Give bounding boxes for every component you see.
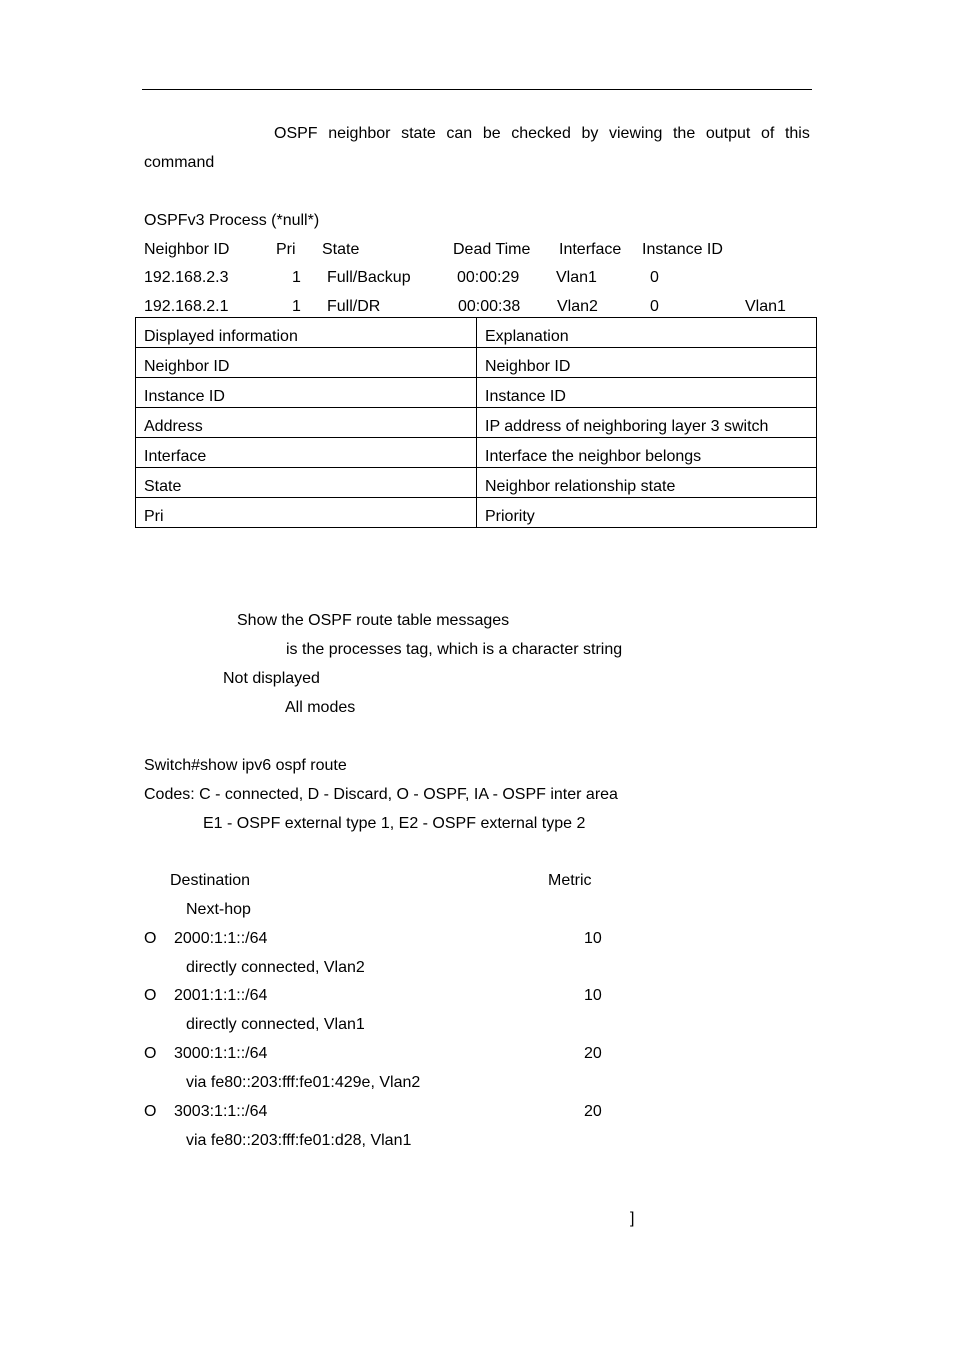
command-parameter: is the processes tag, which is a character string bbox=[286, 641, 623, 658]
command-mode: All modes bbox=[285, 699, 356, 716]
route-3-nexthop: via fe80::203:fff:fe01:429e, Vlan2 bbox=[186, 1074, 421, 1091]
process-line: OSPFv3 Process (*null*) bbox=[144, 212, 320, 229]
route-4-nexthop: via fe80::203:fff:fe01:d28, Vlan1 bbox=[186, 1132, 412, 1149]
route-3-code: O bbox=[144, 1045, 157, 1062]
info-table-header-cell: Explanation bbox=[477, 318, 817, 348]
info-table-cell: Interface the neighbor belongs bbox=[477, 438, 817, 468]
neighbor-header-instance-id: Instance ID bbox=[642, 241, 723, 258]
route-2-prefix: 2001:1:1::/64 bbox=[174, 987, 268, 1004]
neighbor-row-1-dead-time: 00:00:29 bbox=[457, 269, 520, 286]
route-header-nexthop: Next-hop bbox=[186, 901, 251, 918]
neighbor-header-pri: Pri bbox=[276, 241, 296, 258]
neighbor-row-1-state: Full/Backup bbox=[327, 269, 411, 286]
info-table-cell: Priority bbox=[477, 498, 817, 528]
codes-line-1: Codes: C - connected, D - Discard, O - OSPF, IA - OSPF inter area bbox=[144, 786, 618, 803]
intro-line-1 bbox=[274, 124, 810, 144]
command-default: Not displayed bbox=[223, 670, 320, 687]
neighbor-header-interface: Interface bbox=[559, 241, 622, 258]
route-2-nexthop: directly connected, Vlan1 bbox=[186, 1016, 365, 1033]
command-function: Show the OSPF route table messages bbox=[237, 612, 510, 629]
info-table-row bbox=[136, 468, 817, 498]
neighbor-row-1-pri: 1 bbox=[292, 269, 301, 286]
info-table-cell: Instance ID bbox=[136, 378, 477, 408]
info-table-cell: Pri bbox=[136, 498, 477, 528]
route-3-metric: 20 bbox=[584, 1045, 602, 1062]
intro-word: can bbox=[446, 125, 473, 142]
neighbor-row-2-id: 192.168.2.1 bbox=[144, 298, 229, 315]
intro-word: checked bbox=[511, 125, 571, 142]
neighbor-row-1-interface: Vlan1 bbox=[556, 269, 597, 286]
trailing-bracket: ] bbox=[630, 1210, 635, 1227]
neighbor-row-1-id: 192.168.2.3 bbox=[144, 269, 229, 286]
info-table-row bbox=[136, 378, 817, 408]
intro-word: output bbox=[705, 125, 751, 142]
neighbor-row-2-interface: Vlan2 bbox=[557, 298, 598, 315]
neighbor-row-2-pri: 1 bbox=[292, 298, 301, 315]
route-1-prefix: 2000:1:1::/64 bbox=[174, 930, 268, 947]
neighbor-header-neighbor-id: Neighbor ID bbox=[144, 241, 230, 258]
info-table-row bbox=[136, 438, 817, 468]
info-table-row bbox=[136, 348, 817, 378]
info-table-cell: Neighbor relationship state bbox=[477, 468, 817, 498]
route-4-prefix: 3003:1:1::/64 bbox=[174, 1103, 268, 1120]
info-table-cell: State bbox=[136, 468, 477, 498]
route-4-metric: 20 bbox=[584, 1103, 602, 1120]
route-header-metric: Metric bbox=[548, 872, 592, 889]
info-table-cell: Address bbox=[136, 408, 477, 438]
info-table-cell: Instance ID bbox=[477, 378, 817, 408]
info-table-cell: Neighbor ID bbox=[477, 348, 817, 378]
intro-word: state bbox=[401, 125, 436, 142]
route-header-destination: Destination bbox=[170, 872, 251, 889]
intro-word: the bbox=[672, 125, 696, 142]
route-2-metric: 10 bbox=[584, 987, 602, 1004]
example-command: Switch#show ipv6 ospf route bbox=[144, 757, 347, 774]
route-1-metric: 10 bbox=[584, 930, 602, 947]
neighbor-row-2-dead-time: 00:00:38 bbox=[458, 298, 521, 315]
route-3-prefix: 3000:1:1::/64 bbox=[174, 1045, 268, 1062]
info-table-cell: Interface bbox=[136, 438, 477, 468]
info-table bbox=[135, 317, 817, 528]
route-2-code: O bbox=[144, 987, 157, 1004]
intro-word: neighbor bbox=[328, 125, 391, 142]
intro-word: of bbox=[760, 125, 775, 142]
info-table-cell: IP address of neighboring layer 3 switch bbox=[477, 408, 817, 438]
info-table-cell: Neighbor ID bbox=[136, 348, 477, 378]
intro-word: OSPF bbox=[274, 125, 318, 142]
info-table-header-cell: Displayed information bbox=[136, 318, 477, 348]
intro-word: this bbox=[784, 125, 810, 142]
neighbor-header-dead-time: Dead Time bbox=[453, 241, 531, 258]
route-1-code: O bbox=[144, 930, 157, 947]
intro-word: viewing bbox=[609, 125, 663, 142]
neighbor-row-2-instance: 0 bbox=[650, 298, 659, 315]
route-1-nexthop: directly connected, Vlan2 bbox=[186, 959, 365, 976]
info-table-row bbox=[136, 498, 817, 528]
header-rule bbox=[142, 89, 812, 90]
intro-word: be bbox=[482, 125, 501, 142]
info-table-header-row bbox=[136, 318, 817, 348]
route-4-code: O bbox=[144, 1103, 157, 1120]
codes-line-2: E1 - OSPF external type 1, E2 - OSPF external type 2 bbox=[203, 815, 586, 832]
intro-line-2: command bbox=[144, 154, 215, 171]
neighbor-header-state: State bbox=[322, 241, 360, 258]
intro-word: by bbox=[581, 125, 599, 142]
neighbor-row-1-instance: 0 bbox=[650, 269, 659, 286]
neighbor-row-2-state: Full/DR bbox=[327, 298, 381, 315]
neighbor-row-2-extra: Vlan1 bbox=[745, 298, 786, 315]
info-table-row bbox=[136, 408, 817, 438]
